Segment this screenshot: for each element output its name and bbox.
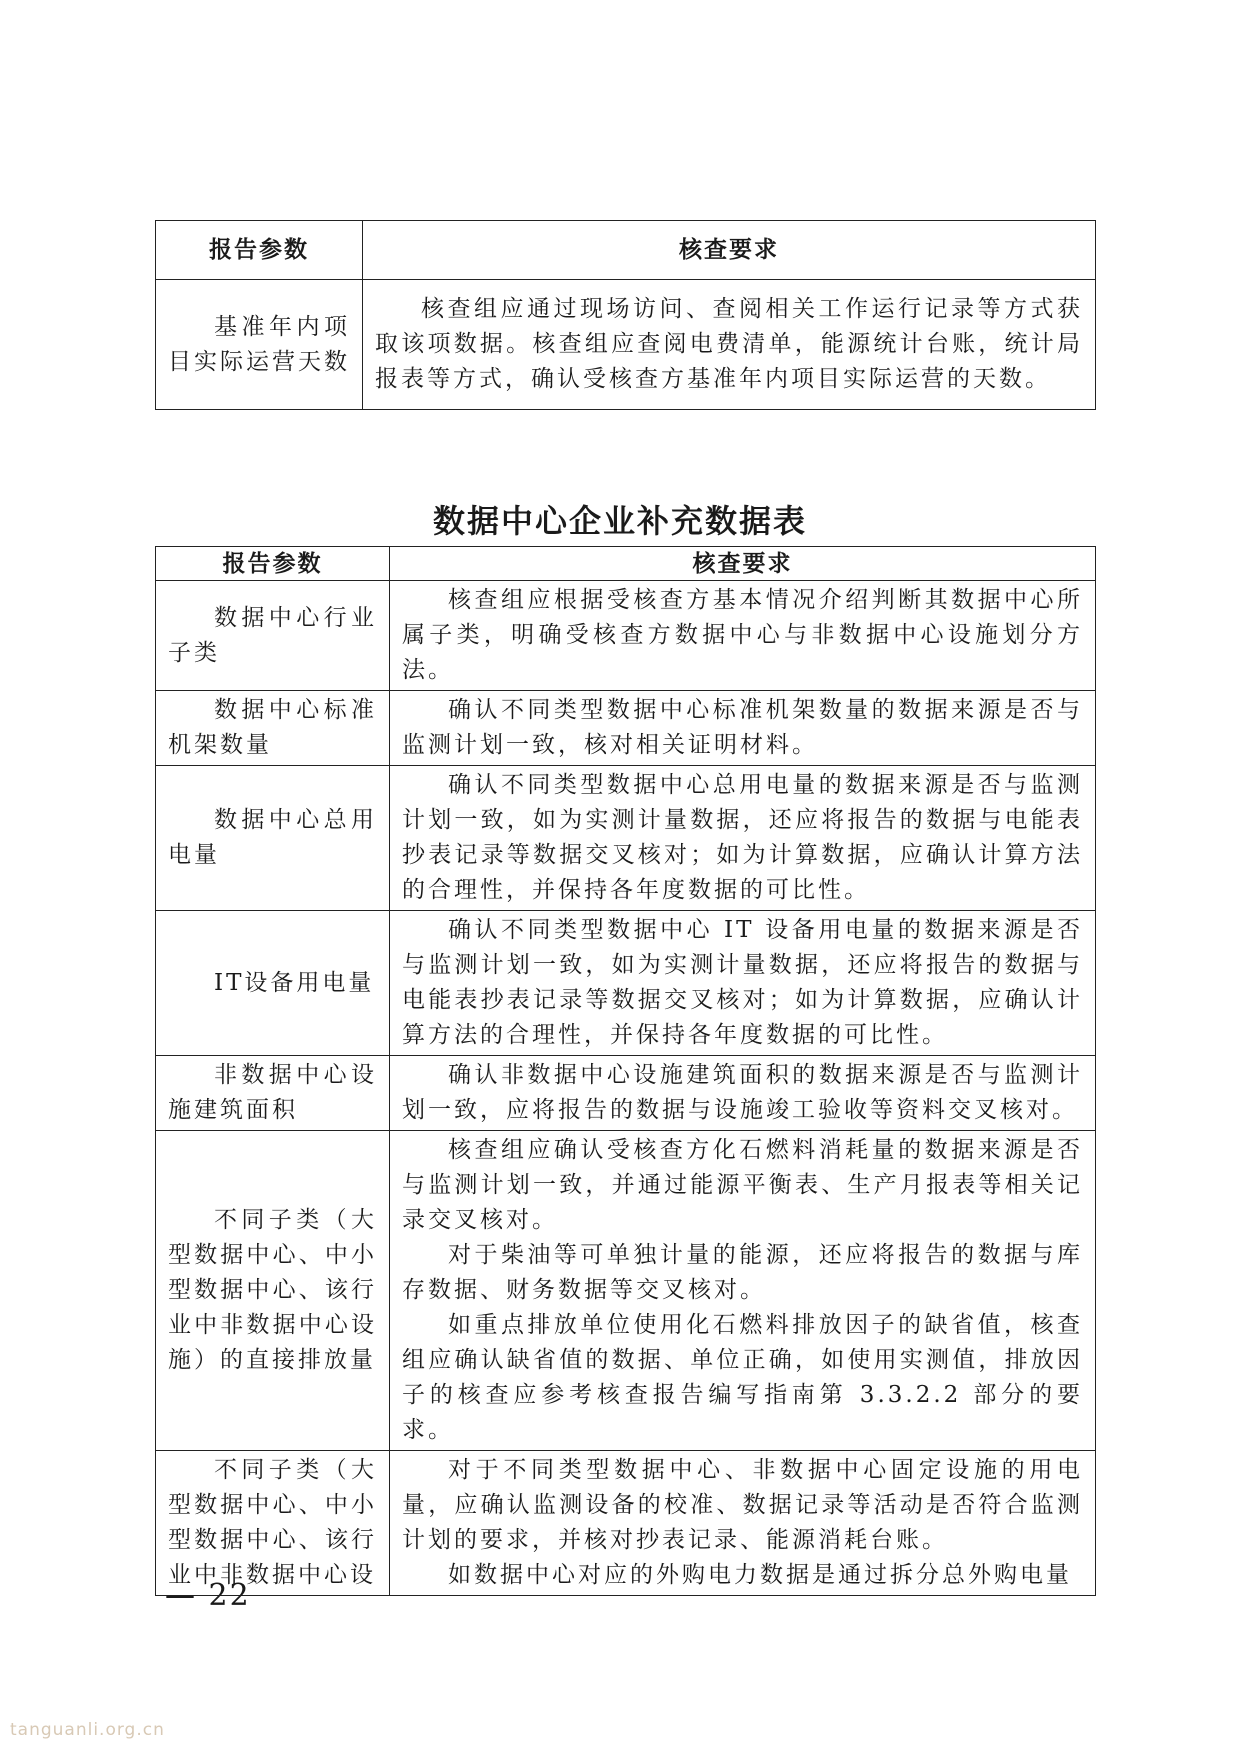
requirement-cell	[390, 691, 1096, 766]
param-cell: 数据中心标准机架数量	[156, 691, 390, 766]
header-report-parameter: 报告参数	[156, 221, 363, 280]
param-cell: IT设备用电量	[156, 911, 390, 1056]
param-cell: 不同子类（大型数据中心、中小型数据中心、该行业中非数据中心设	[156, 1451, 390, 1596]
table-row	[156, 1056, 1096, 1131]
requirement-cell	[390, 581, 1096, 691]
requirement-paragraph: 对于不同类型数据中心、非数据中心固定设施的用电量，应确认监测设备的校准、数据记录等活动是否符合监测计划的要求，并核对抄表记录、能源消耗台账。	[402, 1457, 1083, 1553]
watermark: tanguanli.org.cn	[10, 1720, 165, 1740]
requirement-paragraph: 核查组应通过现场访问、查阅相关工作运行记录等方式获取该项数据。核查组应查阅电费清单，能源统计台账，统计局报表等方式，确认受核查方基准年内项目实际运营的天数。	[375, 296, 1083, 392]
requirement-paragraph: 确认不同类型数据中心标准机架数量的数据来源是否与监测计划一致，核对相关证明材料。	[402, 697, 1083, 758]
requirement-paragraph: 如重点排放单位使用化石燃料排放因子的缺省值，核查组应确认缺省值的数据、单位正确，如使用实测值，排放因子的核查应参考核查报告编写指南第 3.3.2.2 部分的要求。	[402, 1312, 1083, 1443]
requirement-cell	[390, 1451, 1096, 1596]
table-row	[156, 766, 1096, 911]
verification-table-1	[155, 220, 1096, 410]
table-row	[156, 280, 1096, 410]
requirement-paragraph: 确认不同类型数据中心总用电量的数据来源是否与监测计划一致，如为实测计量数据，还应将报告的数据与电能表抄表记录等数据交叉核对；如为计算数据，应确认计算方法的合理性，并保持各年度数据的可比性。	[402, 772, 1083, 903]
requirement-paragraph: 确认不同类型数据中心 IT 设备用电量的数据来源是否与监测计划一致，如为实测计量数据，还应将报告的数据与电能表抄表记录等数据交叉核对；如为计算数据，应确认计算方法的合理性，并保持各年度数据的可比性。	[402, 917, 1083, 1048]
requirement-paragraph: 核查组应根据受核查方基本情况介绍判断其数据中心所属子类，明确受核查方数据中心与非数据中心设施划分方法。	[402, 587, 1083, 683]
param-cell: 基准年内项目实际运营天数	[156, 280, 363, 410]
requirement-paragraph: 确认非数据中心设施建筑面积的数据来源是否与监测计划一致，应将报告的数据与设施竣工验收等资料交叉核对。	[402, 1062, 1083, 1123]
param-cell: 非数据中心设施建筑面积	[156, 1056, 390, 1131]
verification-table-2	[155, 546, 1096, 1596]
table-row	[156, 1451, 1096, 1596]
requirement-cell	[390, 911, 1096, 1056]
param-cell: 数据中心总用电量	[156, 766, 390, 911]
param-cell: 数据中心行业子类	[156, 581, 390, 691]
table-row	[156, 911, 1096, 1056]
requirement-cell	[390, 1131, 1096, 1451]
header-report-parameter: 报告参数	[156, 547, 390, 581]
param-cell: 不同子类（大型数据中心、中小型数据中心、该行业中非数据中心设施）的直接排放量	[156, 1131, 390, 1451]
table-row	[156, 691, 1096, 766]
requirement-cell	[363, 280, 1096, 410]
table-title: 数据中心企业补充数据表	[432, 502, 807, 540]
page-number: — 22	[165, 1578, 251, 1613]
header-verification-requirement: 核查要求	[390, 547, 1096, 581]
requirement-cell	[390, 766, 1096, 911]
header-verification-requirement: 核查要求	[363, 221, 1096, 280]
requirement-cell	[390, 1056, 1096, 1131]
requirement-paragraph: 对于柴油等可单独计量的能源，还应将报告的数据与库存数据、财务数据等交叉核对。	[402, 1242, 1083, 1303]
requirement-paragraph: 核查组应确认受核查方化石燃料消耗量的数据来源是否与监测计划一致，并通过能源平衡表、生产月报表等相关记录交叉核对。	[402, 1137, 1083, 1233]
requirement-paragraph: 如数据中心对应的外购电力数据是通过拆分总外购电量	[448, 1562, 1072, 1588]
table-row	[156, 1131, 1096, 1451]
table-row	[156, 581, 1096, 691]
